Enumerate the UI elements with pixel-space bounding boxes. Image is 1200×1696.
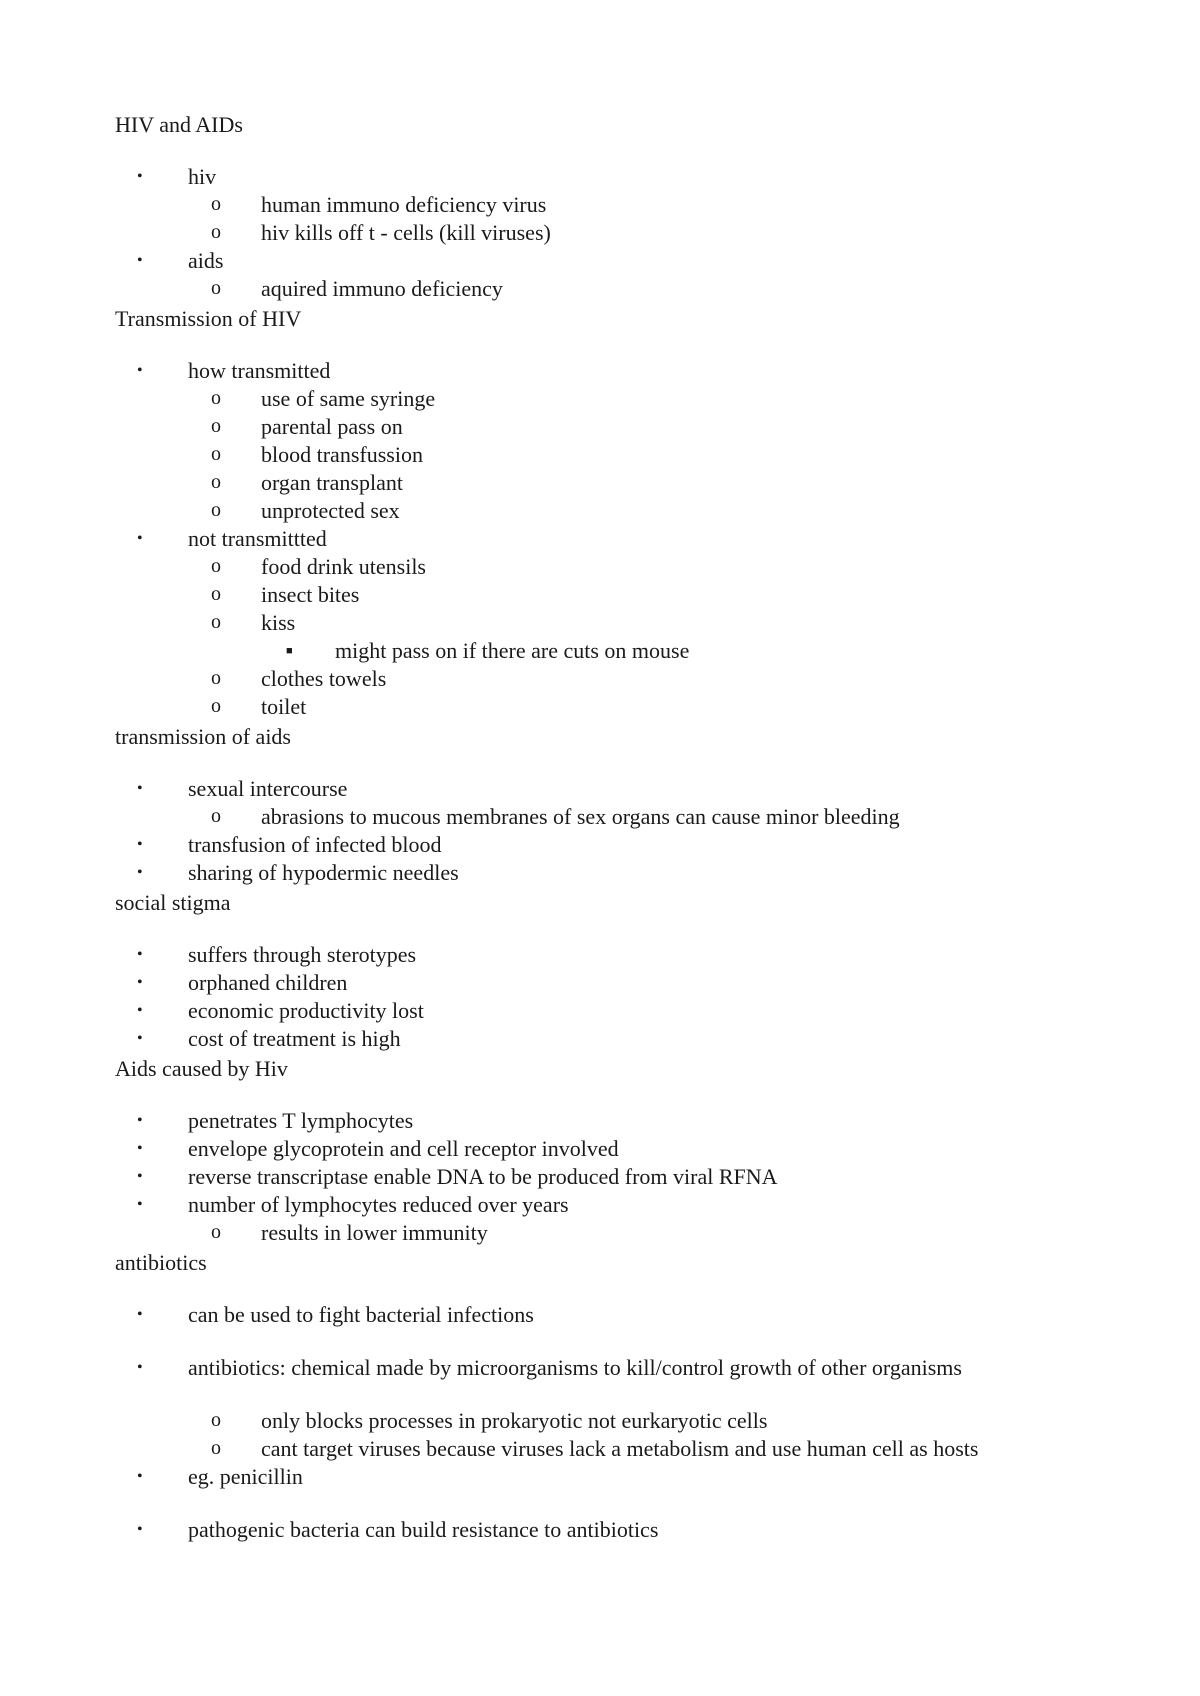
circle-bullet-icon: o	[211, 415, 221, 437]
list-item-text: only blocks processes in prokaryotic not eurkaryotic cells	[261, 1408, 768, 1433]
bullet-icon: •	[137, 974, 143, 991]
bullet-icon: •	[137, 1002, 143, 1019]
bullet-icon: •	[137, 1030, 143, 1047]
list-item-text: cost of treatment is high	[188, 1026, 401, 1051]
list-item-text: reverse transcriptase enable DNA to be produced from viral RFNA	[188, 1164, 778, 1189]
list-item-text: penetrates T lymphocytes	[188, 1108, 414, 1133]
list-item-text: economic productivity lost	[188, 998, 424, 1023]
circle-bullet-icon: o	[211, 387, 221, 409]
circle-bullet-icon: o	[211, 611, 221, 633]
list-item-text: not transmittted	[188, 526, 327, 551]
list-item-text: hiv kills off t - cells (kill viruses)	[261, 220, 551, 245]
list-item-text: sexual intercourse	[188, 776, 348, 801]
list-item-text: results in lower immunity	[261, 1220, 488, 1245]
list-item-text: insect bites	[261, 582, 360, 607]
circle-bullet-icon: o	[211, 193, 221, 215]
list-item-text: can be used to fight bacterial infections	[188, 1302, 534, 1327]
list-item-text: aids	[188, 248, 224, 273]
bullet-icon: •	[137, 780, 143, 797]
bullet-icon: •	[137, 836, 143, 853]
circle-bullet-icon: o	[211, 1409, 221, 1431]
list-item-text: sharing of hypodermic needles	[188, 860, 459, 885]
list-item-text: food drink utensils	[261, 554, 426, 579]
bullet-icon: •	[137, 946, 143, 963]
circle-bullet-icon: o	[211, 499, 221, 521]
list-item-text: number of lymphocytes reduced over years	[188, 1192, 569, 1217]
list-item-text: kiss	[261, 610, 296, 635]
section-heading: social stigma	[115, 890, 231, 915]
list-item-text: orphaned children	[188, 970, 348, 995]
list-item-text: pathogenic bacteria can build resistance to antibiotics	[188, 1517, 659, 1542]
list-item-text: might pass on if there are cuts on mouse	[335, 638, 690, 663]
list-item-text: transfusion of infected blood	[188, 832, 442, 857]
list-item-text: hiv	[188, 164, 217, 189]
list-item-text: use of same syringe	[261, 386, 436, 411]
circle-bullet-icon: o	[211, 583, 221, 605]
list-item-text: clothes towels	[261, 666, 387, 691]
list-item-text: organ transplant	[261, 470, 403, 495]
bullet-icon: •	[137, 1140, 143, 1157]
section-heading: HIV and AIDs	[115, 112, 243, 137]
circle-bullet-icon: o	[211, 1437, 221, 1459]
bullet-icon: •	[137, 864, 143, 881]
circle-bullet-icon: o	[211, 443, 221, 465]
list-item-text: blood transfussion	[261, 442, 423, 467]
list-item-text: parental pass on	[261, 414, 403, 439]
list-item-text: eg. penicillin	[188, 1464, 303, 1489]
section-heading: Transmission of HIV	[115, 306, 302, 331]
bullet-icon: •	[137, 1468, 143, 1485]
list-item-text: antibiotics: chemical made by microorganisms to kill/control growth of other organisms	[188, 1355, 962, 1380]
circle-bullet-icon: o	[211, 695, 221, 717]
circle-bullet-icon: o	[211, 1221, 221, 1243]
section-heading: Aids caused by Hiv	[115, 1056, 288, 1081]
bullet-icon: •	[137, 1306, 143, 1323]
section-heading: transmission of aids	[115, 724, 291, 749]
circle-bullet-icon: o	[211, 221, 221, 243]
list-item-text: unprotected sex	[261, 498, 400, 523]
bullet-icon: •	[137, 252, 143, 269]
section-heading: antibiotics	[115, 1250, 207, 1275]
bullet-icon: •	[137, 1196, 143, 1213]
square-bullet-icon: ■	[286, 645, 293, 657]
circle-bullet-icon: o	[211, 471, 221, 493]
bullet-icon: •	[137, 1112, 143, 1129]
list-item-text: how transmitted	[188, 358, 331, 383]
bullet-icon: •	[137, 1521, 143, 1538]
list-item-text: envelope glycoprotein and cell receptor involved	[188, 1136, 619, 1161]
bullet-icon: •	[137, 530, 143, 547]
circle-bullet-icon: o	[211, 277, 221, 299]
bullet-icon: •	[137, 1359, 143, 1376]
bullet-icon: •	[137, 1168, 143, 1185]
bullet-icon: •	[137, 362, 143, 379]
circle-bullet-icon: o	[211, 805, 221, 827]
list-item-text: human immuno deficiency virus	[261, 192, 547, 217]
circle-bullet-icon: o	[211, 555, 221, 577]
list-item-text: toilet	[261, 694, 307, 719]
circle-bullet-icon: o	[211, 667, 221, 689]
bullet-icon: •	[137, 168, 143, 185]
list-item-text: suffers through sterotypes	[188, 942, 417, 967]
list-item-text: cant target viruses because viruses lack a metabolism and use human cell as hosts	[261, 1436, 979, 1461]
list-item-text: abrasions to mucous membranes of sex organs can cause minor bleeding	[261, 804, 900, 829]
list-item-text: aquired immuno deficiency	[261, 276, 503, 301]
